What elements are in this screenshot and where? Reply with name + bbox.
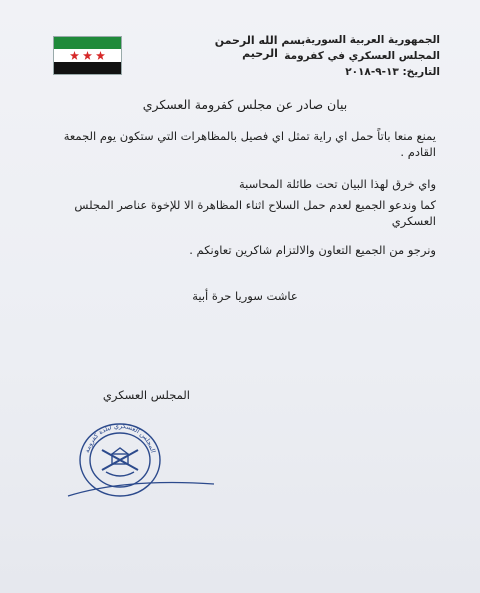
statement-title: بيان صادر عن مجلس كفرومة العسكري	[142, 97, 348, 112]
star-icon	[83, 51, 92, 60]
statement-paragraph-2: واي خرق لهذا البيان تحت طائلة المحاسبة	[239, 177, 436, 191]
statement-paragraph-1: يمنع منعا باتاً حمل اي راية تمثل اي فصيل بالمظاهرات التي ستكون يوم الجمعة القادم .	[63, 129, 436, 159]
syrian-independence-flag	[54, 37, 121, 74]
flag-green-band	[54, 37, 121, 49]
statement-paragraph-3: كما وندعو الجميع لعدم حمل السلاح اثناء المظاهرة الا للإخوة عناصر المجلس العسكري	[74, 198, 436, 228]
star-icon	[96, 51, 105, 60]
letterhead-date: التاريخ: ١٣-٩-٢٠١٨	[345, 66, 440, 78]
statement-paragraph-4: ونرجو من الجميع التعاون والالتزام شاكرين تعاونكم .	[189, 243, 436, 257]
star-icon	[70, 51, 79, 60]
letterhead-council: المجلس العسكري في كفرومة	[284, 50, 440, 62]
svg-text:المجلس العسكري لبلدة كفرومة	[83, 422, 157, 454]
closing-slogan: عاشت سوريا حرة أبية	[192, 289, 298, 303]
council-stamp-icon	[66, 410, 216, 502]
flag-black-band	[54, 62, 121, 74]
letterhead-country: الجمهورية العربية السورية	[304, 34, 440, 46]
basmala: بسم الله الرحمن الرحيم	[214, 34, 306, 60]
signature-label: المجلس العسكري	[102, 388, 190, 402]
stamp-text: المجلس العسكري لبلدة كفرومة	[82, 421, 158, 454]
flag-white-band	[54, 49, 121, 61]
